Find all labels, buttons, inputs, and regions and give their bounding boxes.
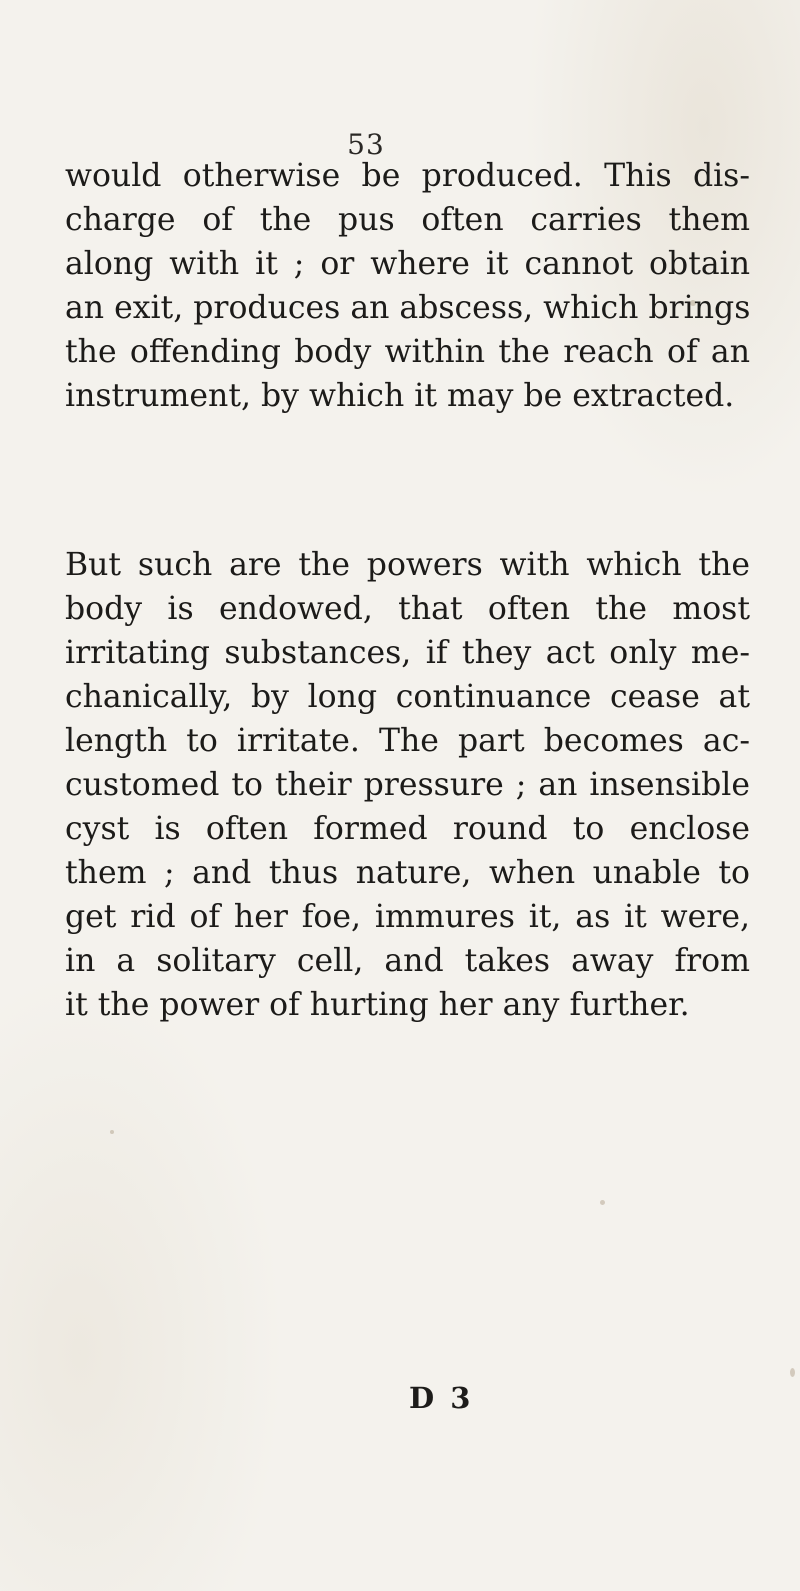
text-line: get rid of her foe, immures it, as it were, [65,899,750,935]
text-line: irritating substances, if they act only me- [65,635,750,671]
text-line: chanically, by long continuance cease at [65,679,750,715]
text-line: them ; and thus nature, when unable to [65,855,750,891]
text-line: it the power of hurting her any further. [65,987,690,1023]
text-line: would otherwise be produced. This dis- [65,158,750,194]
text-line: the offending body within the reach of an [65,334,750,370]
paper-speck [600,1200,605,1205]
text-line: charge of the pus often carries them [65,202,750,238]
text-line: an exit, produces an abscess, which brings [65,290,751,326]
paragraph-1 [65,154,750,418]
text-line: in a solitary cell, and takes away from [65,943,750,979]
text-line: length to irritate. The part becomes ac- [65,723,750,759]
text-line: body is endowed, that often the most [65,591,750,627]
text-line: cyst is often formed round to enclose [65,811,750,847]
text-line: customed to their pressure ; an insensible [65,767,750,803]
text-line: But such are the powers with which the [65,547,750,583]
paragraph-2 [65,543,750,1027]
text-line: along with it ; or where it cannot obtain [65,246,750,282]
signature-mark: D 3 [409,1381,474,1415]
paper-speck [110,1130,114,1134]
page-number: 53 [347,128,385,161]
text-line: instrument, by which it may be extracted. [65,378,735,414]
paper-speck [790,1368,795,1377]
